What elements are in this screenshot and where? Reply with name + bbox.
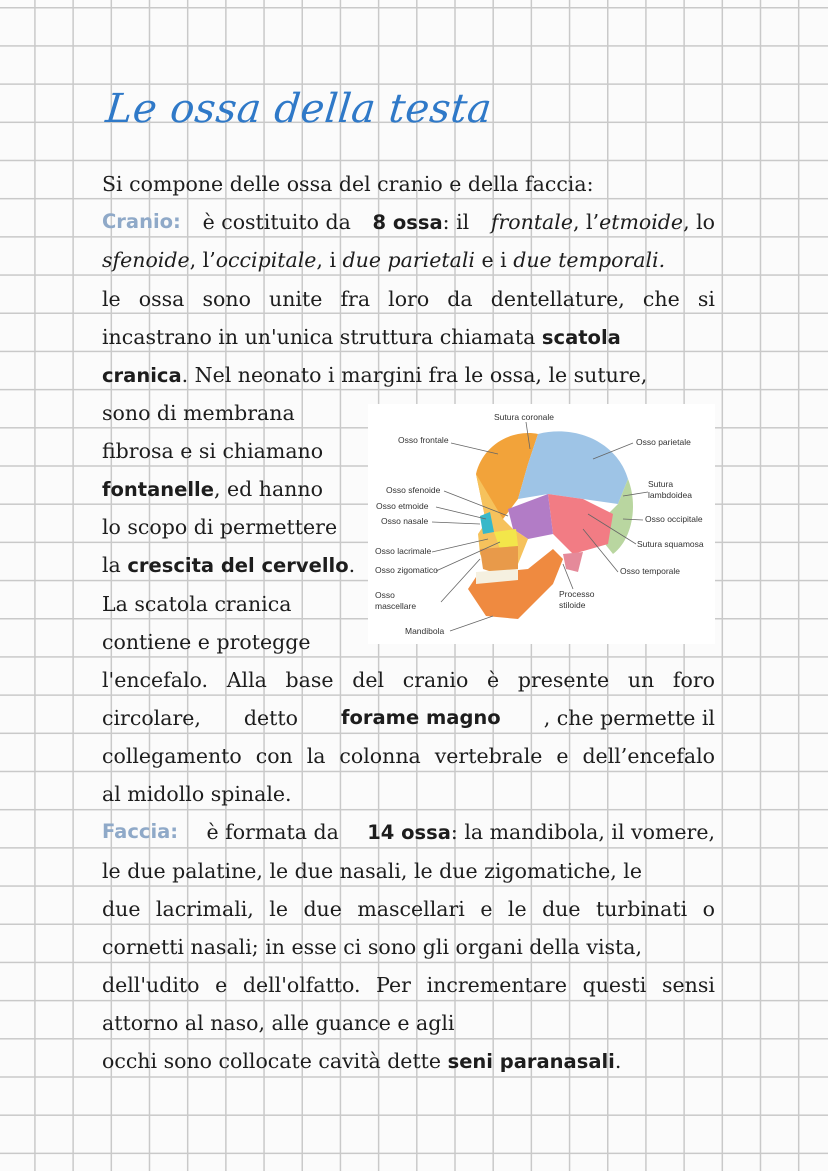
word: incrementare bbox=[426, 973, 567, 997]
label-osso: Osso bbox=[375, 590, 395, 600]
bold-term: scatola bbox=[541, 326, 621, 349]
text-span: : la mandibola, il vomere, bbox=[450, 820, 715, 844]
bold-term: 8 ossa bbox=[372, 211, 443, 234]
cranio-line-2 bbox=[102, 241, 665, 279]
word: presente bbox=[517, 668, 610, 692]
text-span: . bbox=[614, 1049, 622, 1073]
label-osso-temporale: Osso temporale bbox=[620, 566, 680, 576]
cranio-line-12: contiene e protegge bbox=[102, 630, 311, 654]
mastoid bbox=[563, 552, 583, 572]
word: loro bbox=[388, 287, 430, 311]
word: e bbox=[556, 744, 569, 768]
italic-term bbox=[491, 203, 715, 241]
bold-term: cranica bbox=[102, 364, 182, 387]
cranio-line-6: sono di membrana bbox=[102, 401, 295, 425]
text-span: circolare, bbox=[102, 706, 201, 730]
label-osso-lacrimale: Osso lacrimale bbox=[375, 546, 432, 556]
bold-term: seni paranasali bbox=[447, 1050, 615, 1073]
word: del bbox=[352, 668, 385, 692]
cranio-line-14 bbox=[102, 699, 715, 737]
word: questi bbox=[582, 973, 647, 997]
word: turbinati bbox=[595, 897, 688, 921]
cranio-line-9: lo scopo di permettere bbox=[102, 515, 338, 539]
word: un bbox=[627, 668, 655, 692]
word: e bbox=[480, 897, 493, 921]
faccia-line-7 bbox=[102, 1042, 621, 1080]
word: dell’encefalo bbox=[582, 744, 715, 768]
text-span: , i bbox=[316, 248, 337, 272]
cranio-line-5 bbox=[102, 356, 647, 394]
text-span: . Nel neonato i margini fra le ossa, le suture, bbox=[181, 363, 648, 387]
word: la bbox=[306, 744, 326, 768]
label-osso-parietale: Osso parietale bbox=[636, 437, 691, 447]
text-span: è costituito da bbox=[202, 210, 351, 234]
word: l'encefalo. bbox=[102, 668, 209, 692]
word: e bbox=[215, 973, 228, 997]
cranio-line-15 bbox=[102, 737, 715, 775]
faccia-line-5 bbox=[102, 966, 715, 1004]
label-mandibola: Mandibola bbox=[405, 626, 445, 636]
cranio-line-3 bbox=[102, 280, 715, 318]
italic-term: sfenoide bbox=[102, 248, 190, 272]
word: dell'udito bbox=[102, 973, 200, 997]
cranio-line-16: al midollo spinale. bbox=[102, 782, 292, 806]
word: due bbox=[102, 897, 141, 921]
text-span: , lo bbox=[683, 210, 715, 234]
label-stiloide: stiloide bbox=[559, 600, 586, 610]
cranio-line-13 bbox=[102, 661, 715, 699]
word: collegamento bbox=[102, 744, 242, 768]
text-span: incastrano in un'unica struttura chiamata bbox=[102, 325, 536, 349]
faccia-line-3 bbox=[102, 890, 715, 928]
skull-figure bbox=[368, 404, 715, 644]
cranio-label: Cranio: bbox=[102, 210, 181, 233]
text-span: : il bbox=[442, 210, 470, 234]
word: è bbox=[487, 668, 500, 692]
text-span: . bbox=[348, 553, 356, 577]
text-span: , che permette il bbox=[543, 706, 715, 730]
faccia-line-4: cornetti nasali; in esse ci sono gli organi della vista, bbox=[102, 935, 643, 959]
word: fra bbox=[340, 287, 371, 311]
label-osso-zigomatico: Osso zigomatico bbox=[375, 565, 438, 575]
label-processo: Processo bbox=[559, 589, 595, 599]
page-title: Le ossa della testa bbox=[103, 86, 495, 132]
cranio-line-8 bbox=[102, 470, 323, 508]
faccia-line-2: le due palatine, le due nasali, le due zigomatiche, le bbox=[102, 859, 642, 883]
faccia-line-1 bbox=[102, 813, 715, 851]
word: con bbox=[255, 744, 293, 768]
bold-term: crescita del cervello bbox=[127, 554, 349, 577]
word: Per bbox=[376, 973, 411, 997]
italic-term: occipitale bbox=[215, 248, 317, 272]
word: base bbox=[285, 668, 334, 692]
text-span: detto bbox=[243, 706, 298, 730]
bold-term: fontanelle bbox=[102, 478, 214, 501]
word: vertebrale bbox=[434, 744, 543, 768]
cranio-line-1 bbox=[102, 203, 715, 241]
word: o bbox=[702, 897, 715, 921]
word: che bbox=[642, 287, 680, 311]
word: unite bbox=[269, 287, 323, 311]
italic-term: due temporali. bbox=[513, 248, 666, 272]
italic-term: etmoide bbox=[599, 210, 684, 234]
cranio-line-11: La scatola cranica bbox=[102, 592, 292, 616]
skull-diagram bbox=[368, 404, 715, 644]
word: sono bbox=[202, 287, 251, 311]
text-span: e i bbox=[481, 248, 507, 272]
word: cranio bbox=[402, 668, 469, 692]
text-span: , ed hanno bbox=[213, 477, 323, 501]
word: lacrimali, bbox=[155, 897, 254, 921]
text-span: , l’ bbox=[572, 210, 600, 234]
cranio-line-4 bbox=[102, 318, 621, 356]
label-mascellare: mascellare bbox=[375, 601, 417, 611]
text-span: , l’ bbox=[189, 248, 216, 272]
word: dentellature, bbox=[490, 287, 625, 311]
word: dell'olfatto. bbox=[242, 973, 361, 997]
word: da bbox=[447, 287, 473, 311]
faccia-line-6: attorno al naso, alle guance e agli bbox=[102, 1011, 455, 1035]
word: Alla bbox=[226, 668, 267, 692]
label-sutura-squamosa: Sutura squamosa bbox=[637, 539, 704, 549]
label-osso-frontale: Osso frontale bbox=[398, 435, 449, 445]
cranio-line-7: fibrosa e si chiamano bbox=[102, 439, 324, 463]
text-span: frontale bbox=[490, 210, 573, 234]
bold-term: 14 ossa bbox=[367, 821, 451, 844]
word: ossa bbox=[138, 287, 185, 311]
label-lambdoidea: lambdoidea bbox=[648, 490, 692, 500]
label-sutura: Sutura bbox=[648, 479, 674, 489]
text-span: occhi sono collocate cavità dette bbox=[102, 1049, 442, 1073]
word: mascellari bbox=[357, 897, 465, 921]
word: due bbox=[303, 897, 342, 921]
label-osso-sfenoide: Osso sfenoide bbox=[386, 485, 441, 495]
label-osso-nasale: Osso nasale bbox=[381, 516, 429, 526]
word: colonna bbox=[339, 744, 421, 768]
word: le bbox=[102, 287, 121, 311]
text-span bbox=[373, 203, 470, 241]
intro-line: Si compone delle ossa del cranio e della faccia: bbox=[102, 172, 594, 196]
text-span bbox=[367, 813, 715, 851]
text-span: la bbox=[102, 553, 121, 577]
italic-term: due parietali bbox=[342, 248, 475, 272]
word: foro bbox=[672, 668, 715, 692]
label-sutura-coronale: Sutura coronale bbox=[494, 412, 555, 422]
bold-term: forame magno bbox=[341, 706, 501, 729]
word: le bbox=[507, 897, 527, 921]
label-osso-etmoide: Osso etmoide bbox=[376, 501, 429, 511]
text-span: è formata da bbox=[206, 820, 339, 844]
word: si bbox=[697, 287, 715, 311]
word: sensi bbox=[661, 973, 715, 997]
word: due bbox=[542, 897, 581, 921]
label-osso-occipitale: Osso occipitale bbox=[645, 514, 703, 524]
faccia-label: Faccia: bbox=[102, 820, 179, 843]
cranio-line-10 bbox=[102, 546, 355, 584]
word: le bbox=[269, 897, 288, 921]
